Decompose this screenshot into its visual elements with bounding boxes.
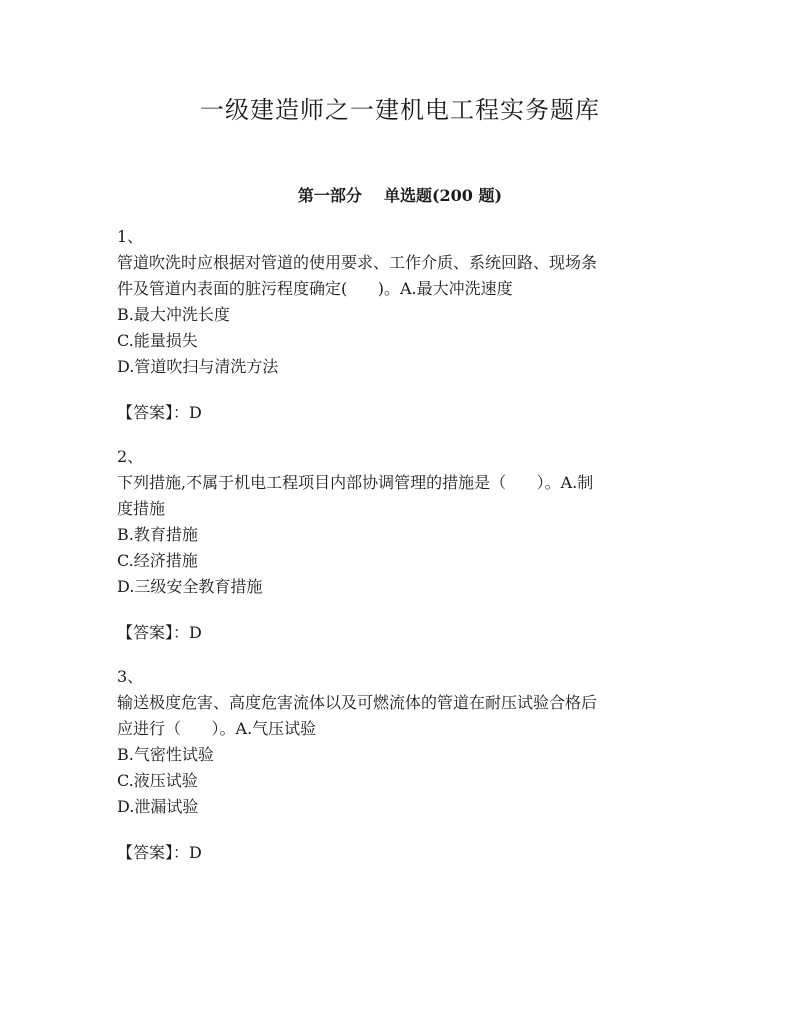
option-b: B.最大冲洗长度 [117, 305, 230, 324]
section-part: 第一部分 [297, 186, 362, 205]
answer-line [117, 620, 687, 646]
option-d: D.泄漏试验 [117, 797, 199, 816]
question-stem-line: 应进行（ ）。A.气压试验 [117, 719, 317, 738]
answer-line [117, 400, 687, 426]
section-heading [0, 184, 800, 208]
option-c: C.液压试验 [117, 771, 198, 790]
question-list [117, 224, 687, 884]
answer-label: 【答案】： [117, 623, 190, 642]
question-number: 1、 [117, 227, 144, 246]
question-stem-line: 下列措施,不属于机电工程项目内部协调管理的措施是（ ）。A.制 [117, 473, 594, 492]
question-number: 2、 [117, 447, 144, 466]
answer-value: D [189, 403, 202, 422]
option-c: C.经济措施 [117, 551, 198, 570]
question-stem-line: 输送极度危害、高度危害流体以及可燃流体的管道在耐压试验合格后 [117, 693, 598, 712]
option-d: D.三级安全教育措施 [117, 577, 263, 596]
option-b: B.教育措施 [117, 525, 198, 544]
answer-value: D [189, 623, 202, 642]
question-stem-line: 件及管道内表面的脏污程度确定( )。A.最大冲洗速度 [117, 279, 513, 298]
question-number: 3、 [117, 667, 144, 686]
question-item [117, 444, 687, 646]
option-d: D.管道吹扫与清洗方法 [117, 357, 279, 376]
question-item [117, 664, 687, 866]
answer-label: 【答案】： [117, 843, 190, 862]
option-c: C.能量损失 [117, 331, 198, 350]
answer-label: 【答案】： [117, 403, 190, 422]
question-stem-line: 管道吹洗时应根据对管道的使用要求、工作介质、系统回路、现场条 [117, 253, 598, 272]
section-name: 单选题(200 题) [383, 186, 503, 205]
option-b: B.气密性试验 [117, 745, 214, 764]
question-item [117, 224, 687, 426]
answer-value: D [189, 843, 202, 862]
answer-line [117, 840, 687, 866]
document-title: 一级建造师之一建机电工程实务题库 [200, 96, 600, 124]
question-stem-line: 度措施 [117, 499, 166, 518]
